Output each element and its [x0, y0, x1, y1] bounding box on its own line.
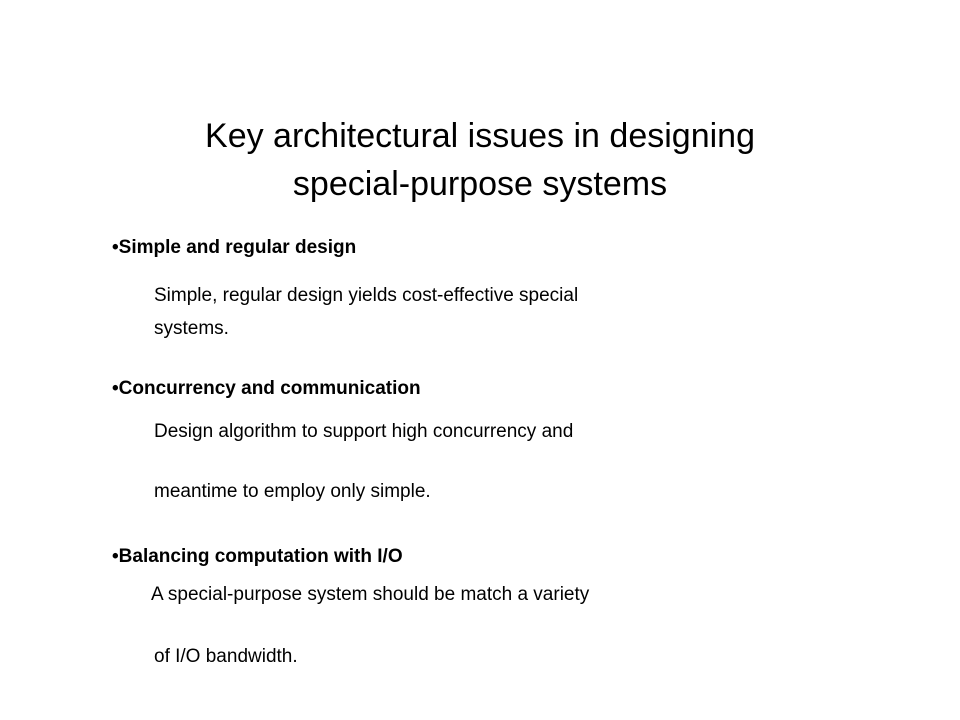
section-heading-concurrency: •Concurrency and communication [112, 378, 421, 399]
section-body-line: meantime to employ only simple. [154, 481, 431, 502]
section-body-line: systems. [154, 318, 229, 339]
section-body-line: of I/O bandwidth. [154, 646, 298, 667]
section-body-line: Design algorithm to support high concurrency and [154, 421, 574, 442]
section-heading-balancing-io: •Balancing computation with I/O [112, 546, 403, 567]
section-heading-simple-design: •Simple and regular design [112, 237, 357, 258]
section-body-line: Simple, regular design yields cost-effective special [154, 285, 579, 306]
section-body-line: A special-purpose system should be match a variety [151, 584, 590, 605]
slide-title-line-1: Key architectural issues in designing [205, 117, 755, 155]
slide-title [120, 112, 840, 208]
slide-title-line-2: special-purpose systems [292, 165, 668, 203]
